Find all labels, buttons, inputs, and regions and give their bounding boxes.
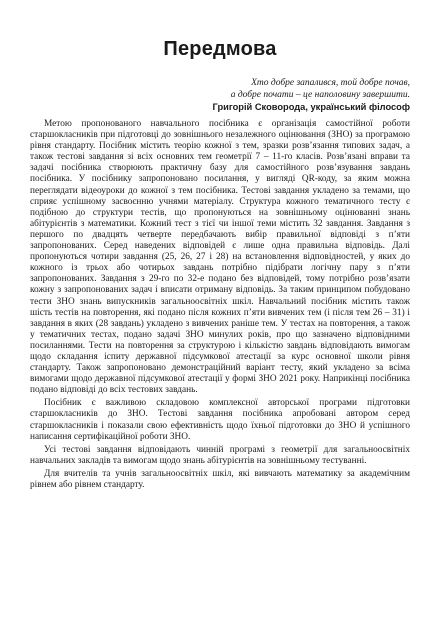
preface-page bbox=[30, 38, 410, 491]
epigraph-author: Григорій Сковорода, український філософ bbox=[212, 102, 410, 112]
epigraph-line-1: Хто добре запалився, той добре почав, bbox=[251, 78, 410, 88]
epigraph-line-2: а добре почати – це наполовину завершити. bbox=[230, 90, 410, 100]
paragraph-3: Усі тестові завдання відповідають чинній програмі з геометрії для загальноосвітніх навчальних закладів та вимогам щодо знань абітурієнтів на зовнішньому тестуванні. bbox=[30, 444, 410, 466]
epigraph bbox=[30, 77, 410, 113]
preface-body bbox=[30, 119, 410, 491]
paragraph-4: Для вчителів та учнів загальноосвітніх шкіл, які вивчають математику за академічним рівнем або рівнем стандарту. bbox=[30, 468, 410, 490]
page-title: Передмова bbox=[163, 38, 277, 60]
paragraph-1: Метою пропонованого навчального посібника є організація самостійної роботи старшокласників при підготовці до зовнішнього незалежного оцінювання (ЗНО) за програмою рівня стандарту. Посібник містить теорію кожної з тем, зразки розв’язання типових задач, а також тестові завдання зі всіх основних тем геометрії 7 – 11-го класів. Розв’язані вправи та задачі посібника створюють практичну базу для самостійного розв’язування завдань посібника. У посібнику запропоновано посилання, у вигляді QR-коду, за яким можна переглядати відеоуроки до кожної з тем посібника. Тестові завдання укладено за темами, що сприяє успішному засвоєнню учнями матеріалу. Структура кожного тематичного тесту є подібною до структури тестів, що пропонуються на зовнішньому оцінюванні знань абітурієнтів з математики. Кожний тест з тієї чи іншої теми містить 32 завдання. Завдання з першого по двадцять четверте передбачають вибір правильної відповіді з п’яти запропонованих. Серед наведених відповідей є лише одна правильна відповідь. Далі пропонуються чотири завдання (25, 26, 27 і 28) на встановлення відповідностей, у яких до кожного із трьох або чотирьох завдань потрібно підібрати логічну пару з п’яти запропонованих. Завдання з 29-го по 32-е подано без відповідей, тому потрібно розв’язати кожну з запропонованих задач і вписати отриману відповідь. За таким принципом побудовано тести ЗНО знань випускників загальноосвітніх шкіл. Навчальний посібник містить також шість тестів на повторення, які подано після кожних п’яти вивчених тем (і після тем 26 – 31) і завдання в яких (28 завдань) укладено з вивчених раніше тем. У тестах на повторення, а також у тематичних тестах, подано задачі ЗНО минулих років, про що зазначено відповідними посиланнями. Тести на повторення за структурою і кількістю завдань відповідають вимогам щодо складання іспиту державної підсумкової атестації за курс основної школи рівня стандарту. Також запропоновано демонстраційний варіант тесту, який укладено за всіма вимогами щодо державної підсумкової атестації у формі ЗНО 2021 року. Наприкінці посібника подано відповіді до всіх тестових завдань. bbox=[30, 119, 410, 396]
paragraph-2: Посібник є важливою складовою комплексної авторської програми підготовки старшокласників до ЗНО. Тестові завдання посібника апробовані автором серед старшокласників і показали свою ефективність щодо їхньої підготовки до ЗНО й успішного написання сертифікаційної роботи ЗНО. bbox=[30, 398, 410, 442]
